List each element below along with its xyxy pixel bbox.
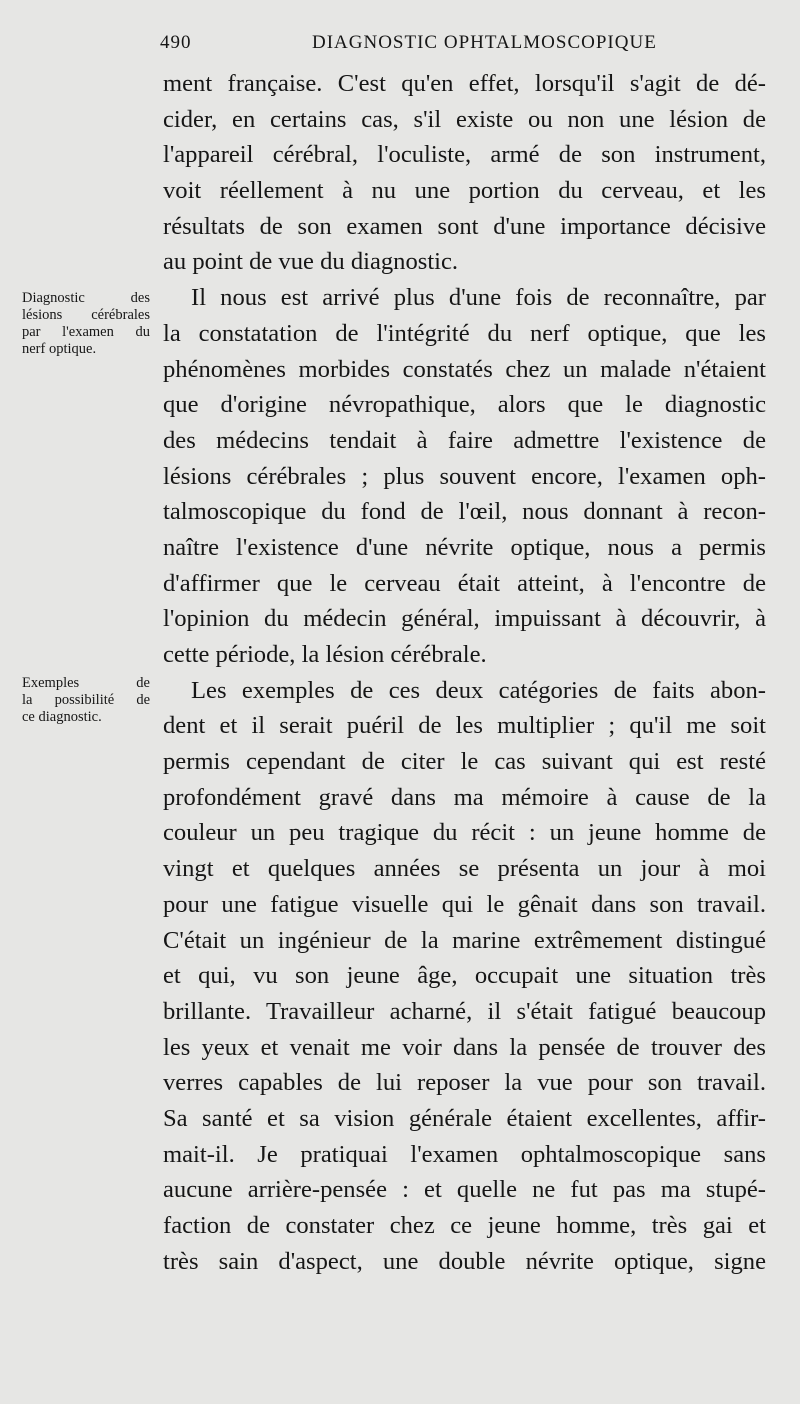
text-line: vingt et quelques années se présenta un jour à moi <box>163 855 766 883</box>
margin-note-exemples <box>22 675 150 726</box>
text-line: Les exemples de ces deux catégories de faits abon- <box>191 676 766 704</box>
text-line: C'était un ingénieur de la marine extrêmement distingué <box>163 926 766 954</box>
text-line: très sain d'aspect, une double névrite optique, signe <box>163 1247 766 1275</box>
text-line: Il nous est arrivé plus d'une fois de reconnaître, par <box>191 284 766 312</box>
text-line: permis cependant de citer le cas suivant qui est resté <box>163 748 766 776</box>
text-line: au point de vue du diagnostic. <box>163 248 459 276</box>
text-line: profondément gravé dans ma mémoire à cause de la <box>163 783 766 811</box>
text-line: naître l'existence d'une névrite optique, nous a permis <box>163 533 766 561</box>
text-line: les yeux et venait me voir dans la pensée de trouver des <box>163 1033 766 1061</box>
text-line: phénomènes morbides constatés chez un malade n'étaient <box>163 355 766 383</box>
text-line: cider, en certains cas, s'il existe ou non une lésion de <box>163 105 766 133</box>
text-line: Sa santé et sa vision générale étaient excellentes, affir- <box>163 1104 766 1132</box>
text-line: lésions cérébrales ; plus souvent encore, l'examen oph- <box>163 462 766 490</box>
text-line: des médecins tendait à faire admettre l'existence de <box>163 426 766 454</box>
margin-note-line: nerf optique. <box>22 341 97 357</box>
text-line: talmoscopique du fond de l'œil, nous donnant à recon- <box>163 498 766 526</box>
text-line: aucune arrière-pensée : et quelle ne fut pas ma stupé- <box>163 1176 766 1204</box>
margin-note-line: ce diagnostic. <box>22 709 102 725</box>
text-line: résultats de son examen sont d'une importance décisive <box>163 212 766 240</box>
text-line: dent et il serait puéril de les multiplier ; qu'il me soit <box>163 712 766 740</box>
margin-note-diagnostic <box>22 290 150 358</box>
text-line: d'affirmer que le cerveau était atteint, à l'encontre de <box>163 569 766 597</box>
text-line: pour une fatigue visuelle qui le gênait dans son travail. <box>163 890 766 918</box>
text-line: l'appareil cérébral, l'oculiste, armé de son instrument, <box>163 141 766 169</box>
text-line: mait-il. Je pratiquai l'examen ophtalmoscopique sans <box>163 1140 766 1168</box>
margin-note-line: par l'examen du <box>22 324 150 340</box>
margin-note-line: la possibilité de <box>22 692 150 708</box>
text-line: brillante. Travailleur acharné, il s'était fatigué beaucoup <box>163 997 766 1025</box>
margin-note-line: Exemples de <box>22 675 150 691</box>
margin-note-line: Diagnostic des <box>22 290 150 306</box>
text-line: faction de constater chez ce jeune homme, très gai et <box>163 1212 766 1239</box>
text-line: et qui, vu son jeune âge, occupait une situation très <box>163 962 766 990</box>
text-line: la constatation de l'intégrité du nerf optique, que les <box>163 319 766 347</box>
text-line: ment française. C'est qu'en effet, lorsqu'il s'agit de dé- <box>163 70 766 97</box>
body-text <box>163 66 766 1279</box>
running-title: DIAGNOSTIC OPHTALMOSCOPIQUE <box>312 32 657 53</box>
running-head <box>160 32 760 56</box>
text-line: que d'origine névropathique, alors que le diagnostic <box>163 391 766 419</box>
text-line: couleur un peu tragique du récit : un jeune homme de <box>163 819 766 847</box>
text-line: cette période, la lésion cérébrale. <box>163 641 487 668</box>
margin-note-line: lésions cérébrales <box>22 307 150 323</box>
text-line: l'opinion du médecin général, impuissant à découvrir, à <box>163 605 766 633</box>
text-line: voit réellement à nu une portion du cerveau, et les <box>163 177 766 205</box>
text-line: verres capables de lui reposer la vue pour son travail. <box>163 1069 766 1097</box>
page-number: 490 <box>160 32 192 53</box>
